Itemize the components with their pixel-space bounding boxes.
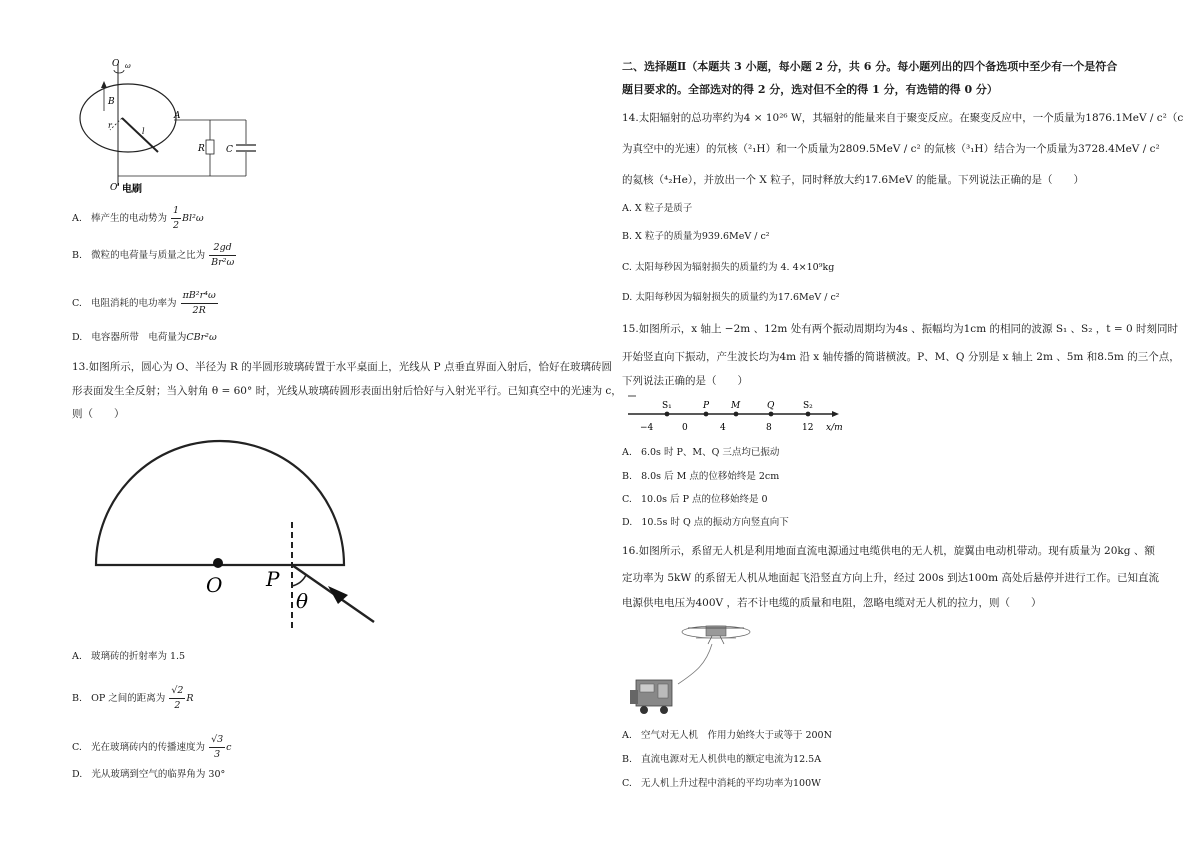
q12-circuit-figure xyxy=(70,56,270,196)
q13-option-d xyxy=(72,768,225,782)
q13-stem-line-2: 形表面发生全反射；当入射角 θ = 60° 时，光线从玻璃砖圆形表面出射后恰好与入射光平行。已知真空中的光速为 c， xyxy=(72,385,622,397)
q15-axis-unit: x/m xyxy=(826,423,843,433)
q14-stem-line-3: 的氦核（⁴₂He），并放出一个 X 粒子，同时释放大约17.6MeV 的能量。下列说法正确的是（ ） xyxy=(622,174,1084,186)
q13-label-o: O xyxy=(206,573,223,597)
option-label: A. xyxy=(72,213,82,224)
q15-stem-line-2: 开始竖直向下振动，产生波长均为4m 沿 x 轴传播的简谐横波。P、M、Q 分别是 x 轴上 2m 、5m 和8.5m 的三个点， xyxy=(622,351,1180,363)
q12-option-c xyxy=(72,289,219,318)
q15-tick: 4 xyxy=(720,423,726,433)
option-label: B. xyxy=(622,754,633,765)
option-fraction: $\frac{\text{πB²r⁴ω}}{2R}$ xyxy=(182,290,216,316)
q12-label-omega: ω xyxy=(125,62,131,70)
drone-icon xyxy=(682,626,750,644)
q15-option-c xyxy=(622,493,768,507)
q14-stem-line-2: 为真空中的光速）的氘核（²₁H）和一个质量为2809.5MeV / c² 的氚核（³₁H）结合为一个质量为3728.4MeV / c² xyxy=(622,143,1160,155)
q15-point-s1: S₁ xyxy=(662,401,672,411)
q14-stem-line-1: 14.太阳辐射的总功率约为4 × 10²⁶ W，其辐射的能量来自于聚变反应。在聚变反应中，一个质量为1876.1MeV / c²（c xyxy=(622,112,1184,124)
option-text: 棒产生的电动势为 xyxy=(90,213,167,224)
option-label: D. xyxy=(72,769,83,780)
option-label: C. xyxy=(72,298,82,309)
q12-label-b: B xyxy=(108,97,115,107)
option-text: 6.0s 时 P、M、Q 三点均已振动 xyxy=(640,447,780,458)
option-label: D. xyxy=(622,292,633,303)
q13-option-c xyxy=(72,733,232,762)
option-text: 微粒的电荷量与质量之比为 xyxy=(91,250,206,261)
option-text: 光在玻璃砖内的传播速度为 xyxy=(91,742,206,753)
option-text: 10.5s 时 Q 点的振动方向竖直向下 xyxy=(641,517,789,528)
q15-stem-line-3: 下列说法正确的是（ ） xyxy=(622,375,748,387)
option-text: 空气对无人机 作用力始终大于或等于 200N xyxy=(640,730,832,741)
q16-drone-figure xyxy=(626,614,766,724)
q15-tick: 12 xyxy=(802,423,814,433)
q16-option-c xyxy=(622,777,821,791)
q12-label-resistor: R xyxy=(198,144,205,154)
truck-icon xyxy=(630,680,672,714)
option-text: OP 之间的距离为 xyxy=(91,693,166,704)
option-text: 太阳每秒因为辐射损失的质量约为 4. 4×10⁹kg xyxy=(634,262,835,273)
option-expression: c xyxy=(226,742,232,753)
option-fraction: $\frac{2gd}{\text{Br²ω}}$ xyxy=(211,242,235,268)
option-label: A. xyxy=(72,651,82,662)
q15-stem-line-1: 15.如图所示，x 轴上 −2m 、12m 处有两个振动周期均为4s 、振幅均为1cm 的相同的波源 S₁ 、S₂ ，t = 0 时刻同时 xyxy=(622,323,1179,335)
q12-label-o: O xyxy=(112,59,120,69)
q15-option-a xyxy=(622,446,779,460)
q13-label-theta: θ xyxy=(296,589,309,613)
q12-option-a xyxy=(72,204,204,233)
q15-tick: −4 xyxy=(640,423,654,433)
q12-label-capacitor: C xyxy=(226,145,233,155)
q15-point-m: M xyxy=(731,401,741,411)
q15-axis-ticks xyxy=(640,423,843,433)
option-text: 玻璃砖的折射率为 1.5 xyxy=(90,651,186,662)
q14-option-b xyxy=(622,230,770,244)
q15-option-d xyxy=(622,516,789,530)
option-fraction: $\frac{√2}{2}$ xyxy=(171,685,184,711)
option-label: A. xyxy=(622,730,632,741)
q14-option-a xyxy=(622,202,692,216)
q16-stem-line-1: 16.如图所示，系留无人机是利用地面直流电源通过电缆供电的无人机，旋翼由电动机带动。现有质量为 20kg 、额 xyxy=(622,545,1155,557)
option-text: 太阳每秒因为辐射损失的质量约为17.6MeV / c² xyxy=(635,292,840,303)
q16-stem-line-2: 定功率为 5kW 的系留无人机从地面起飞沿竖直方向上升，经过 200s 到达100m 高处后悬停并进行工作。已知直流 xyxy=(622,572,1159,584)
q12-label-a: A xyxy=(174,111,181,121)
q15-point-q: Q xyxy=(767,401,775,411)
option-label: C. xyxy=(622,494,632,505)
q13-stem-line-1: 13.如图所示，圆心为 O、半径为 R 的半圆形玻璃砖置于水平桌面上，光线从 P 点垂直界面入射后，恰好在玻璃砖圆 xyxy=(72,361,612,373)
option-label: C. xyxy=(622,262,632,273)
q16-option-a xyxy=(622,729,832,743)
option-text: 光从玻璃到空气的临界角为 30° xyxy=(91,769,226,780)
q15-point-s2: S₂ xyxy=(803,401,813,411)
option-label: B. xyxy=(622,231,633,242)
option-expression: CBr²ω xyxy=(186,332,217,343)
q13-label-p: P xyxy=(266,567,280,591)
option-expression: R xyxy=(186,693,194,704)
option-text: X 粒子是质子 xyxy=(634,203,693,214)
q16-option-b xyxy=(622,753,821,767)
q12-label-r: r xyxy=(108,121,112,130)
q12-label-o-prime: O' xyxy=(110,183,120,193)
q14-option-d xyxy=(622,291,840,305)
option-text: X 粒子的质量为939.6MeV / c² xyxy=(635,231,770,242)
q12-option-b xyxy=(72,241,237,270)
option-fraction: $\frac{√3}{3}$ xyxy=(211,734,224,760)
option-label: D. xyxy=(72,332,83,343)
option-label: B. xyxy=(72,693,83,704)
q15-tick: 0 xyxy=(682,423,688,433)
q13-glass-figure xyxy=(90,430,390,630)
q12-label-l: l xyxy=(142,127,145,136)
option-label: B. xyxy=(72,250,83,261)
option-label: A. xyxy=(622,447,632,458)
q15-option-b xyxy=(622,470,779,484)
option-label: D. xyxy=(622,517,633,528)
q12-option-d xyxy=(72,331,217,345)
option-text: 无人机上升过程中消耗的平均功率为100W xyxy=(641,778,821,789)
right-column xyxy=(600,0,1200,849)
q15-axis-figure xyxy=(622,392,862,434)
q15-point-p: P xyxy=(703,401,710,411)
option-label: B. xyxy=(622,471,633,482)
q16-stem-line-3: 电源供电电压为400V ，若不计电缆的质量和电阻，忽略电缆对无人机的拉力，则（ ） xyxy=(622,597,1042,609)
q13-option-a xyxy=(72,650,185,664)
option-text: 直流电源对无人机供电的额定电流为12.5A xyxy=(641,754,822,765)
option-label: C. xyxy=(622,778,632,789)
option-text: 电阻消耗的电功率为 xyxy=(91,298,177,309)
section-title-line-1: 二、选择题Ⅱ（本题共 3 小题，每小题 2 分，共 6 分。每小题列出的四个备选项中至少有一个是符合 xyxy=(622,60,1118,73)
option-fraction: $\frac{1}{2}$ xyxy=(173,205,180,231)
option-label: C. xyxy=(72,742,82,753)
option-text: 电容器所带 电荷量为 xyxy=(91,332,187,343)
option-text: 10.0s 后 P 点的位移始终是 0 xyxy=(641,494,768,505)
q13-option-b xyxy=(72,684,194,713)
q12-label-brush: 电刷 xyxy=(122,184,142,195)
option-expression: Bl²ω xyxy=(182,213,204,224)
section-title-line-2: 题目要求的。全部选对的得 2 分，选对但不全的得 1 分，有选错的得 0 分） xyxy=(622,83,998,96)
option-label: A. xyxy=(622,203,632,214)
q14-option-c xyxy=(622,261,834,275)
q15-tick: 8 xyxy=(766,423,772,433)
option-text: 8.0s 后 M 点的位移始终是 2cm xyxy=(641,471,780,482)
q13-stem-line-3: 则（ ） xyxy=(72,408,125,420)
